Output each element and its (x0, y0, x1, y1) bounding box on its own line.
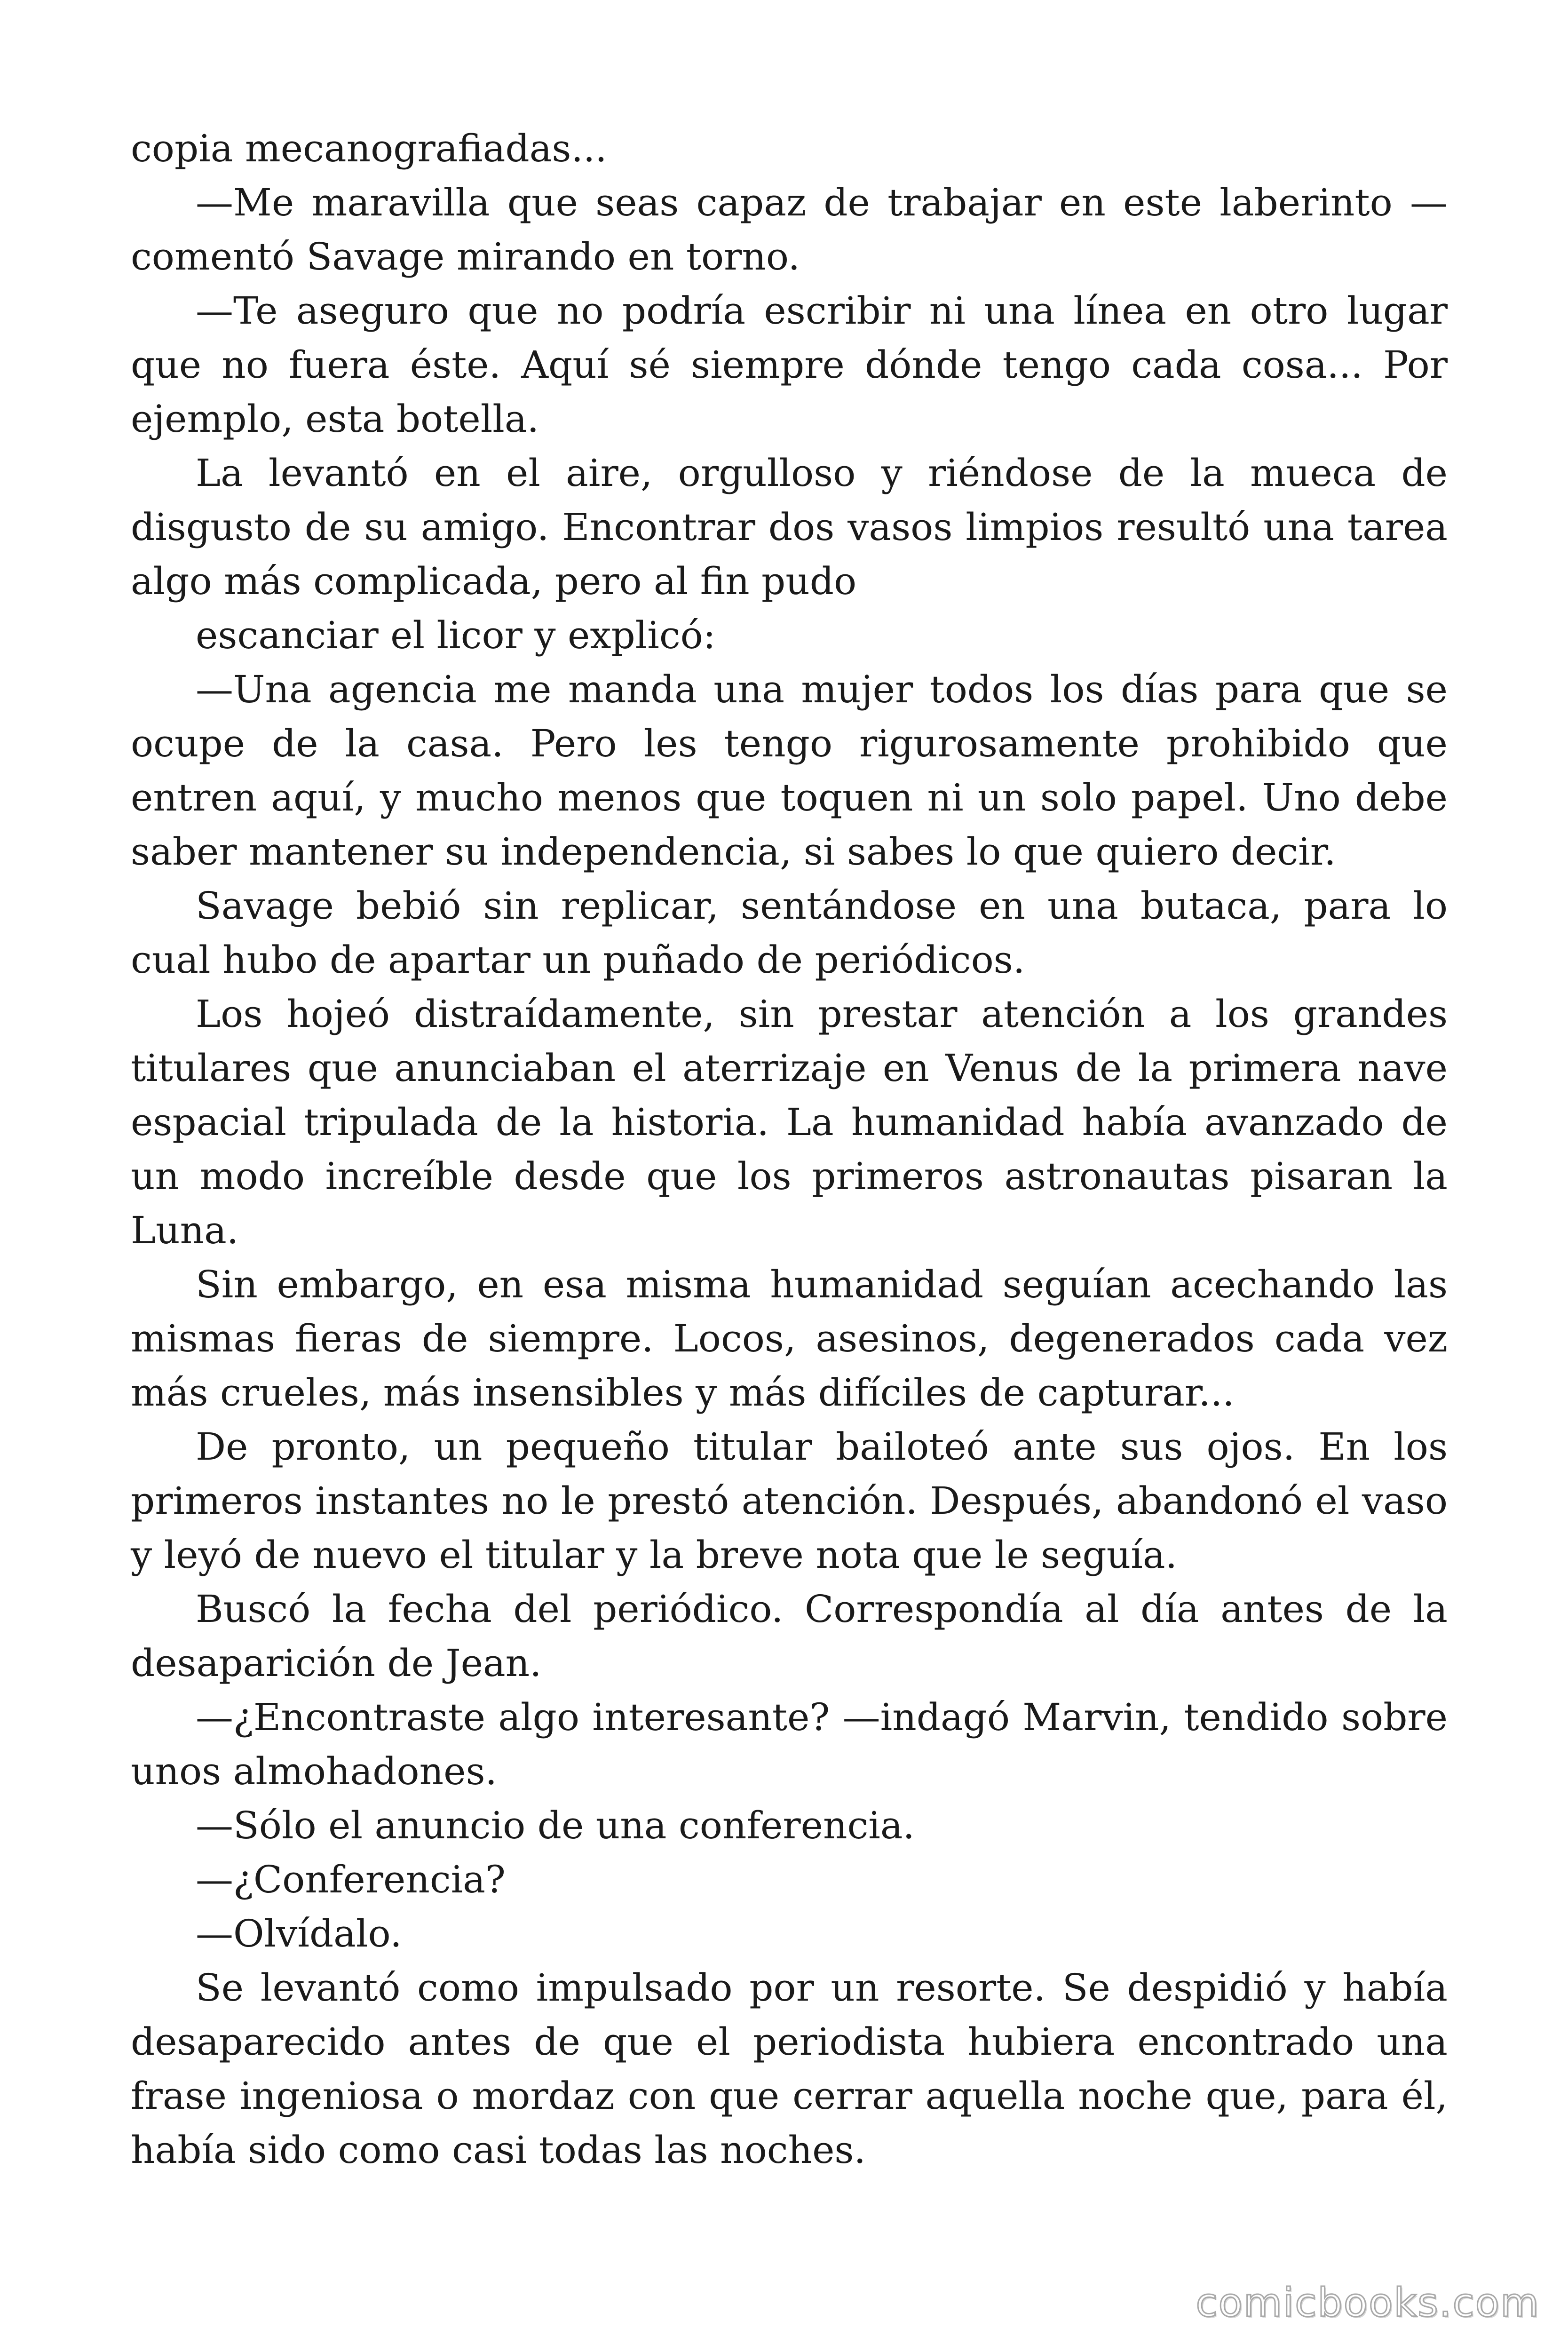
paragraph-2: —Me maravilla que seas capaz de trabajar en este laberinto —comentó Savage mirando en torno. (131, 181, 1448, 278)
paragraph-12: —¿Encontraste algo interesante? —indagó Marvin, tendido sobre unos almohadones. (131, 1695, 1448, 1793)
paragraph-13: —Sólo el anuncio de una conferencia. (196, 1804, 915, 1847)
paragraph-4: La levantó en el aire, orgulloso y riéndose de la mueca de disgusto de su amigo. Encontrar dos vasos limpios resultó una tarea algo más complicada, pero al fin pudo (131, 451, 1448, 603)
paragraph-5: escanciar el licor y explicó: (196, 613, 716, 657)
paragraph-7: Savage bebió sin replicar, sentándose en una butaca, para lo cual hubo de apartar un puñado de periódicos. (131, 884, 1448, 982)
paragraph-14: —¿Conferencia? (196, 1858, 506, 1901)
site-watermark: comicbooks.com (1196, 2280, 1540, 2326)
paragraph-15: —Olvídalo. (196, 1912, 402, 1955)
paragraph-6: —Una agencia me manda una mujer todos los días para que se ocupe de la casa. Pero les tengo rigurosamente prohibido que entren aquí, y mucho menos que toquen ni un solo papel. Uno debe saber mantener su independencia, si sabes lo que quiero decir. (131, 667, 1448, 874)
paragraph-11: Buscó la fecha del periódico. Correspondía al día antes de la desaparición de Jean. (131, 1587, 1448, 1685)
paragraph-3: —Te aseguro que no podría escribir ni una línea en otro lugar que no fuera éste. Aquí sé siempre dónde tengo cada cosa... Por ejemplo, esta botella. (131, 289, 1448, 441)
paragraph-1: copia mecanografiadas... (131, 127, 607, 170)
paragraph-8: Los hojeó distraídamente, sin prestar atención a los grandes titulares que anunciaban el aterrizaje en Venus de la primera nave espacial tripulada de la historia. La humanidad había avanzado de un modo increíble desde que los primeros astronautas pisaran la Luna. (131, 992, 1448, 1252)
paragraph-10: De pronto, un pequeño titular bailoteó ante sus ojos. En los primeros instantes no le prestó atención. Después, abandonó el vaso y leyó de nuevo el titular y la breve nota que le seguía. (131, 1425, 1448, 1577)
paragraph-9: Sin embargo, en esa misma humanidad seguían acechando las mismas fieras de siempre. Locos, asesinos, degenerados cada vez más crueles, más insensibles y más difíciles de capturar... (131, 1263, 1448, 1414)
body-text (131, 121, 1448, 2177)
paragraph-16: Se levantó como impulsado por un resorte. Se despidió y había desaparecido antes de que el periodista hubiera encontrado una frase ingeniosa o mordaz con que cerrar aquella noche que, para él, había sido como casi todas las noches. (131, 1966, 1448, 2172)
